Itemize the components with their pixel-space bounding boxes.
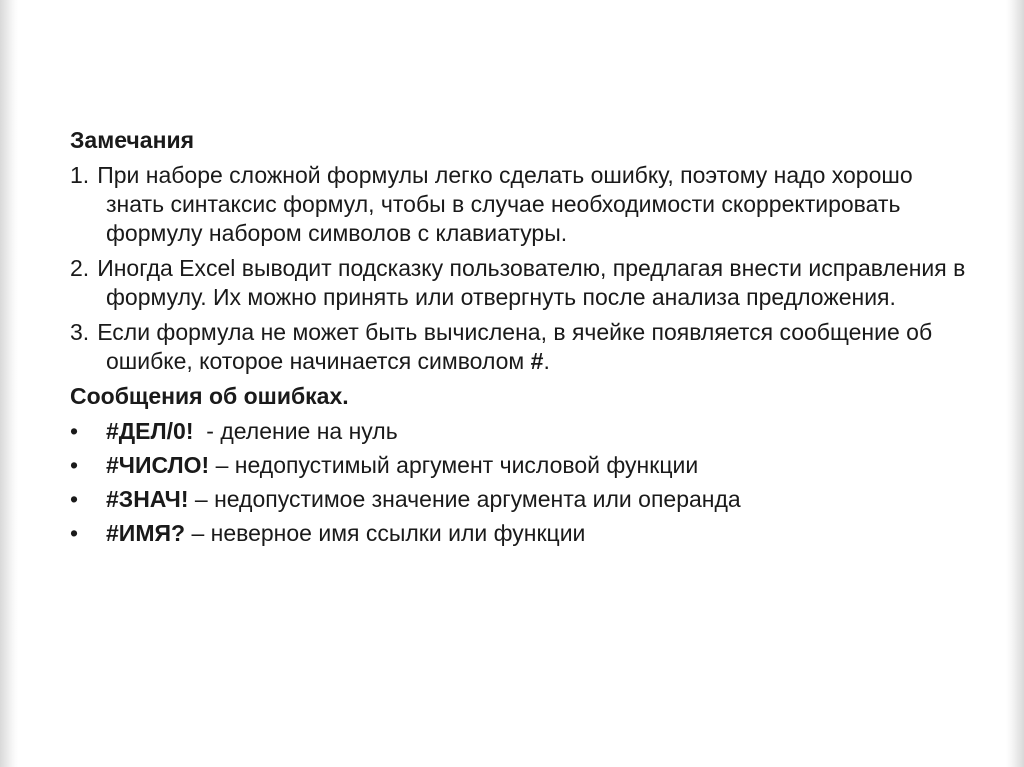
list-item [70,485,970,514]
note-3-text: Если формула не может быть вычислена, в ячейке появляется сообщение об ошибке, которое начинается символом [97,319,933,374]
error-description: – недопустимый аргумент числовой функции [209,452,699,478]
error-code: #ЧИСЛО! [106,452,210,478]
errors-list [70,417,970,548]
note-1-text: При наборе сложной формулы легко сделать ошибку, поэтому надо хорошо знать синтаксис формул, чтобы в случае необходимости скорректировать формулу набором символов с клавиатуры. [97,162,913,246]
page-frame-left [0,0,18,767]
note-3 [70,318,970,376]
list-item [70,519,970,548]
note-2-text: Иногда Excel выводит подсказку пользователю, предлагая внести исправления в формулу. Их можно принять или отвергнуть после анализа предложения. [97,255,966,310]
error-code: #ИМЯ? [106,520,186,546]
notes-heading: Замечания [70,127,195,153]
note-3-text-end: . [543,348,550,374]
errors-heading: Сообщения об ошибках. [70,383,349,409]
bullet-icon: • [70,520,79,546]
error-code: #ЗНАЧ! [106,486,189,512]
page-frame-right [1006,0,1024,767]
slide [22,0,1002,767]
note-3-symbol: # [530,348,544,374]
bullet-icon: • [70,452,79,478]
error-description: - деление на нуль [193,418,398,444]
note-2-number: 2. [70,255,90,281]
error-code: #ДЕЛ/0! [106,418,194,444]
error-description: – недопустимое значение аргумента или операнда [188,486,741,512]
note-3-number: 3. [70,319,90,345]
list-item [70,451,970,480]
bullet-icon: • [70,486,79,512]
bullet-icon: • [70,418,79,444]
note-2 [70,254,970,312]
note-1 [70,161,970,248]
note-1-number: 1. [70,162,90,188]
list-item [70,417,970,446]
error-description: – неверное имя ссылки или функции [185,520,586,546]
slide-content [70,126,970,553]
